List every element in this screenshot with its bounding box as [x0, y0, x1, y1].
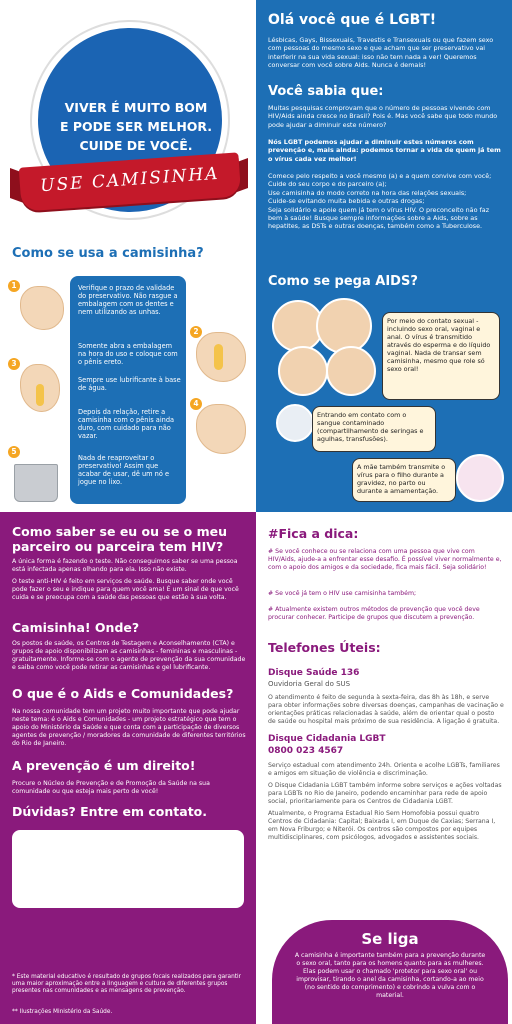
direito-title: A prevenção é um direito! — [12, 758, 196, 773]
bottom-left-panel — [0, 512, 256, 1024]
couple-illustration-3 — [326, 346, 376, 396]
pregnant-woman-illustration — [456, 454, 504, 502]
step-number-2: 2 — [190, 326, 202, 338]
se-liga-text: A camisinha é importante também para a prevenção durante o sexo oral, tanto para os homens quanto para as mulheres. Elas podem usar o chamado 'protetor para sexo oral' ou improvisar, tirando o anel da camisinha, cortando-a ao meio (no sentido do comprimento) e cobrindo a vulva com o material. — [294, 952, 486, 999]
footnote-1: * Este material educativo é resultado de grupos focais realizados para garantir uma maior aproximação entre a linguagem e cultura de diferentes grupos presentes nas comunidades e as mensagens de prevenção. — [12, 974, 242, 994]
sabia-bold: Nós LGBT podemos ajudar a diminuir estes números com prevenção e, mais ainda: podemos tornar a vida de quem já tem o vírus cada vez melhor! — [268, 138, 501, 163]
tip-5: Seja solidário e apoie quem já tem o vírus HIV. O preconceito não faz bem à saúde! Busque sempre informações sobre a Aids, sobre as hepatites, as DSTs e outras doenças, também como a Tuberculose. — [268, 205, 490, 231]
disque-lgbt-text-2: O Disque Cidadania LGBT também informe sobre serviços e ações voltadas para LGBTs no Rio de Janeiro, podendo encaminhar para rede de apoio social, prioritariamente para os Centros de Cidadania LGBT. — [268, 782, 502, 805]
step-number-5: 5 — [8, 446, 20, 458]
hands-open-package-illustration — [20, 286, 64, 330]
disque-lgbt-phone: 0800 023 4567 — [268, 746, 344, 756]
disque-lgbt-text-1: Serviço estadual com atendimento 24h. Orienta e acolhe LGBTs, familiares e amigos em situação de violência e discriminação. — [268, 762, 500, 777]
onde-title: Camisinha! Onde? — [12, 620, 140, 635]
hiv-item-2: O teste anti-HIV é feito em serviços de saúde. Busque saber onde você pode fazer o seu e indique para quem você ama! É um sinal de que você cuida e se preocupa com a saúde das pessoas que estão à sua volta. — [12, 578, 239, 601]
disque-lgbt-text-3: Atualmente, o Programa Estadual Rio Sem Homofobia possui quatro Centros de Cidadania: Capital; Baixada I, em Duque de Caxias; Serrana I, em Nova Friburgo; e Niterói. Os centros são compostos por equipes multidisciplinares, com psicólogos, advogados e assistentes sociais. — [268, 810, 496, 841]
step-2-text: Somente abra a embalagem na hora do uso e coloque com o pênis ereto. — [78, 342, 178, 366]
hero-line1: VIVER É MUITO BOM — [64, 100, 208, 115]
how-to-title: Como se usa a camisinha? — [12, 246, 204, 261]
footnote-2: ** Ilustrações Ministério da Saúde. — [12, 1009, 113, 1015]
step-number-1: 1 — [8, 280, 20, 292]
hero-line3: CUIDE DE VOCÊ. — [79, 138, 193, 153]
onde-text: Os postos de saúde, os Centros de Testagem e Aconselhamento (CTA) e grupos de apoio disponibilizam as camisinhas - femininas e masculinas - gratuitamente. Informe-se com o agente de prevenção da sua comunidade e saiba como você pode retirar as camisinhas e gel lubrificante. — [12, 640, 246, 671]
trash-can-illustration — [14, 464, 58, 502]
dica-item-1: # Se você conhece ou se relaciona com uma pessoa que vive com HIV/Aids, ajude-a a enfrentar esse desafio. É possível viver normalmente e, com o apoio dos amigos e da sociedade, fica mais fácil. Seja solidário! — [268, 548, 502, 571]
top-right-panel — [256, 0, 512, 512]
step-1-text: Verifique o prazo de validade do preservativo. Não rasgue a embalagem com os dentes e nem utilizando as unhas. — [78, 284, 178, 316]
disque-lgbt-title: Disque Cidadania LGBT — [268, 734, 386, 744]
top-left-panel — [0, 0, 256, 512]
lgbt-title: Olá você que é LGBT! — [268, 12, 437, 28]
duvidas-title: Dúvidas? Entre em contato. — [12, 804, 208, 819]
step-5-text: Nada de reaproveitar o preservativo! Assim que acabar de usar, dê um nó e jogue no lixo. — [78, 454, 170, 486]
tip-2: Cuide do seu corpo e do parceiro (a); — [268, 180, 387, 189]
step-3-text: Sempre use lubrificante à base de água. — [78, 376, 181, 392]
disque-saude-text: O atendimento é feito de segunda à sexta-feira, das 8h às 18h, e serve para obter informações sobre diversas doenças, campanhas de vacinação e orientações práticas relacionadas à saúde, além de orientar qual o posto de saúde ou hospital mais próximo de sua residência. A ligação é gratuita. — [268, 694, 504, 725]
step-number-3: 3 — [8, 358, 20, 370]
hero-line2: E PODE SER MELHOR. — [59, 119, 213, 134]
disque-saude-sub: Ouvidoria Geral do SUS — [268, 680, 351, 688]
tip-4: Cuide-se evitando muita bebida e outras drogas; — [268, 197, 425, 206]
step-4-text: Depois da relação, retire a camisinha com o pênis ainda duro, com cuidado para não vazar. — [78, 408, 175, 440]
disque-saude-title: Disque Saúde 136 — [268, 668, 360, 678]
hero-text — [38, 98, 234, 155]
syringe-illustration — [276, 404, 314, 442]
sabia-title: Você sabia que: — [268, 84, 384, 99]
dica-item-2: # Se você já tem o HIV use camisinha também; — [268, 590, 417, 597]
lgbt-intro: Lésbicas, Gays, Bissexuais, Travestis e Transexuais ou que fazem sexo com pessoas do mesmo sexo e que acham que ser preservativo vai interferir na sua vida sexual: isso não tem nada a ver! Queremos conversar com você sobre Aids. Nunca é demais! — [268, 36, 494, 70]
mother-child-box: A mãe também transmite o vírus para o filho durante a gravidez, no parto ou durante a amamentação. — [352, 458, 456, 502]
tip-3: Use camisinha do modo correto na hora das relações sexuais; — [268, 188, 467, 197]
body-illustration — [316, 298, 372, 354]
dica-item-3: # Atualmente existem outros métodos de prevenção que você deve procurar conhecer. Participe de grupos que discutem a prevenção. — [268, 606, 480, 621]
direito-text: Procure o Núcleo de Prevenção e de Promoção da Saúde na sua comunidade ou que esteja mais perto de você! — [12, 780, 210, 795]
condom-shape — [36, 384, 44, 406]
comunidades-title: O que é o Aids e Comunidades? — [12, 686, 234, 701]
hiv-item-1: A única forma é fazendo o teste. Não conseguimos saber se uma pessoa está infectada apenas olhando para ela. Isso não existe. — [12, 558, 238, 573]
couple-illustration-2 — [278, 346, 328, 396]
telefones-title: Telefones Úteis: — [268, 640, 381, 655]
dica-title: #Fica a dica: — [268, 526, 359, 541]
remove-condom-illustration — [196, 404, 246, 454]
contact-notes-box — [12, 830, 244, 908]
se-liga-panel — [272, 920, 508, 1024]
hiv-question-title: Como saber se eu ou se o meu parceiro ou parceira tem HIV? — [12, 524, 227, 554]
ribbon-text: USE CAMISINHA — [39, 163, 221, 197]
tip-1: Comece pelo respeito a você mesmo (a) e a quem convive com você; — [268, 172, 492, 180]
blood-contact-box: Entrando em contato com o sangue contaminado (compartilhamento de seringas e agulhas, transfusões). — [312, 406, 436, 452]
steps-box — [70, 276, 186, 504]
sexual-contact-box: Por meio do contato sexual - incluindo sexo oral, vaginal e anal. O vírus é transmitido através do esperma e do líquido vaginal. Nada de transar sem camisinha, mesmo que role só sexo oral! — [382, 312, 500, 400]
condom-shape-2 — [214, 344, 223, 370]
aids-title: Como se pega AIDS? — [268, 274, 418, 289]
comunidades-text: Na nossa comunidade tem um projeto muito importante que pode ajudar neste tema: é o Aids e Comunidades - um projeto estratégico que tem o apoio do Ministério da Saúde e que conta com a participação de diversos agentes de prevenção / moradores da comunidade de diferentes territórios do Rio de Janeiro. — [12, 708, 246, 747]
tips-list — [268, 172, 504, 231]
step-number-4: 4 — [190, 398, 202, 410]
sabia-text: Muitas pesquisas comprovam que o número de pessoas vivendo com HIV/Aids ainda cresce no Brasil? Pois é. Mas você sabe que todo mundo pode ajudar a diminuir este número? — [268, 104, 498, 129]
se-liga-title: Se liga — [361, 930, 419, 948]
